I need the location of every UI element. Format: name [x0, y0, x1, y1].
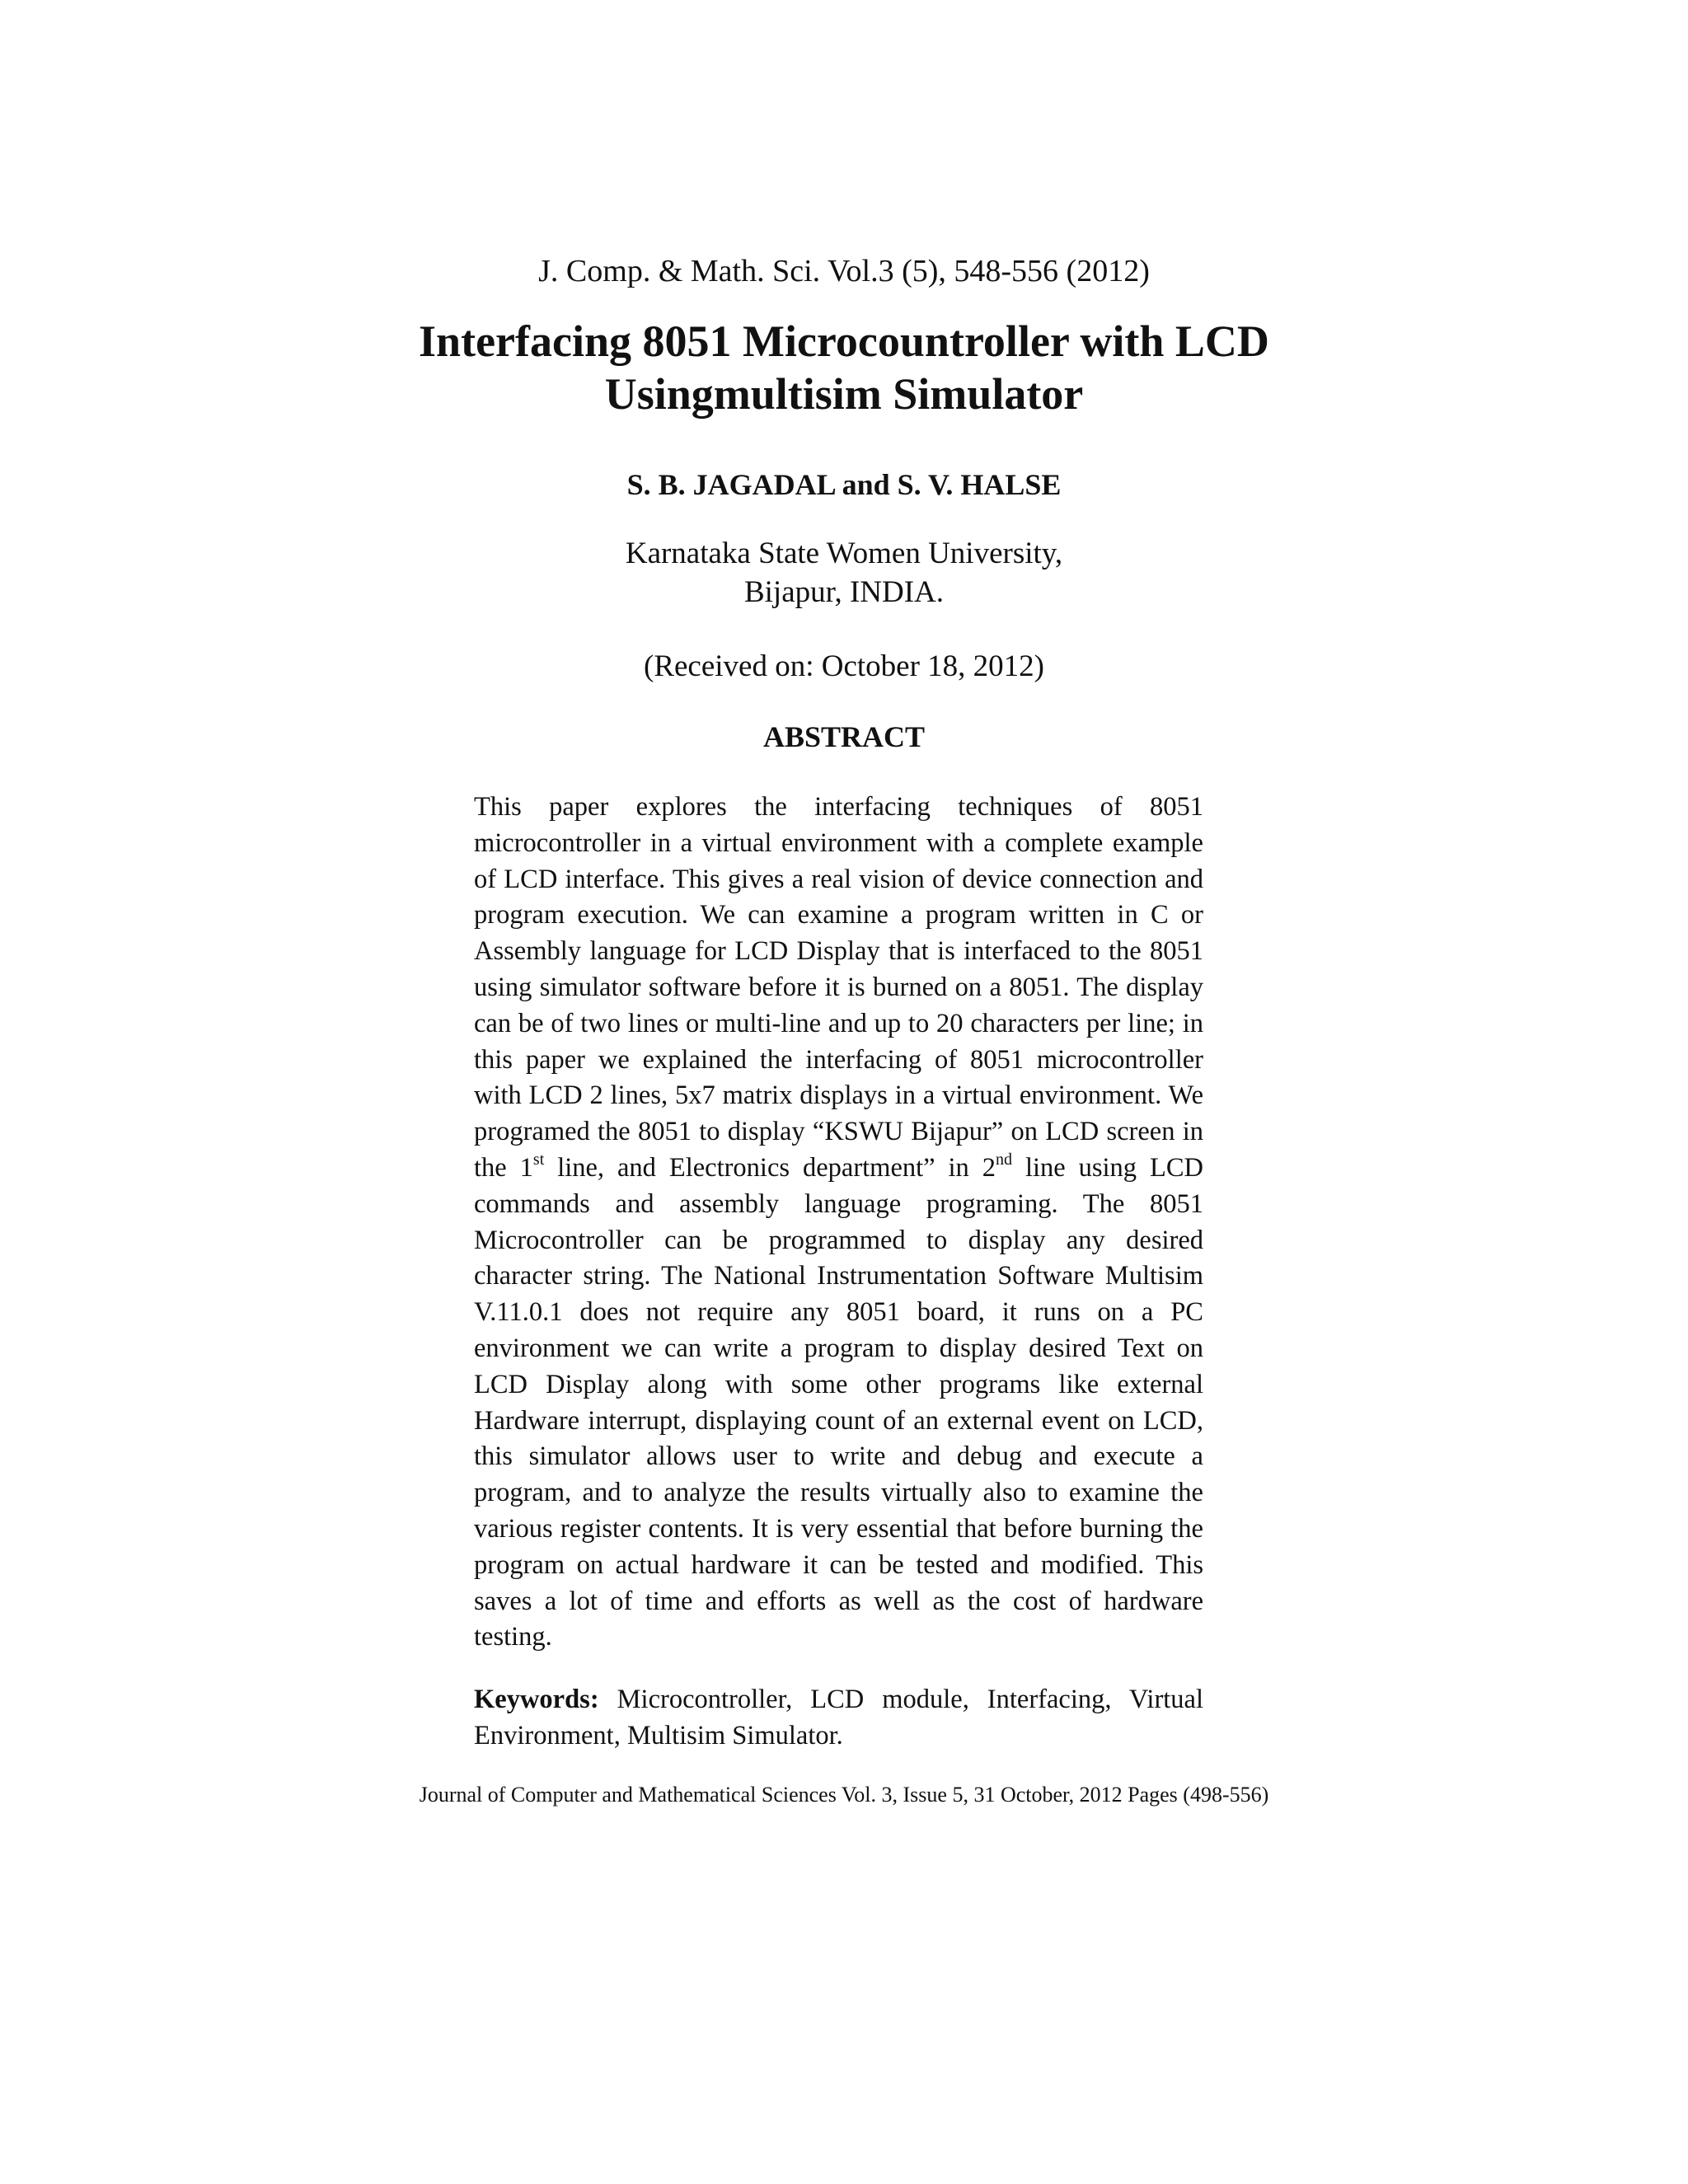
paper-title-line-1: Interfacing 8051 Microcountroller with LCD — [419, 316, 1269, 366]
abstract-text — [474, 790, 1203, 1656]
paper-title-line-2: Usingmultisim Simulator — [604, 369, 1084, 419]
keywords — [474, 1681, 1203, 1754]
journal-reference: J. Comp. & Math. Sci. Vol.3 (5), 548-556 (2012) — [538, 254, 1150, 288]
authors: S. B. JAGADAL and S. V. HALSE — [626, 468, 1062, 501]
abstract-text-part-1: This paper explores the interfacing techniques of 8051 microcontroller in a virtual environment with a complete example of LCD interface. This gives a real vision of device connection and program execution. We can examine a program written in C or Assembly language for LCD Display that is interfaced to the 8051 using simulator software before it is burned on a 8051. The display can be of two lines or multi-line and up to 20 characters per line; in this paper we explained the interfacing of 8051 microcontroller with LCD 2 lines, 5x7 matrix displays in a virtual environment. We programed the 8051 to display “KSWU Bijapur” on LCD screen in the 1 — [474, 792, 1203, 1183]
paper-title — [0, 315, 1688, 420]
keywords-list: Microcontroller, LCD module, Interfacing, Virtual Environment, Multisim Simulator. — [474, 1685, 1203, 1750]
superscript-nd: nd — [996, 1150, 1012, 1169]
affiliation-line-2: Bijapur, INDIA. — [743, 575, 945, 609]
affiliation-line-1: Karnataka State Women University, — [625, 537, 1063, 570]
journal-footer: Journal of Computer and Mathematical Sciences Vol. 3, Issue 5, 31 October, 2012 Pages (498-556) — [419, 1783, 1269, 1807]
received-date: (Received on: October 18, 2012) — [644, 649, 1044, 683]
abstract-text-part-2: line, and Electronics department” in 2 — [544, 1152, 996, 1183]
abstract-heading: ABSTRACT — [762, 720, 926, 753]
affiliation — [0, 534, 1688, 612]
keywords-label: Keywords: — [474, 1685, 599, 1714]
superscript-st: st — [532, 1150, 545, 1169]
abstract-text-part-3: line using LCD commands and assembly language programing. The 8051 Microcontroller can be programmed to display any desired character string. The National Instrumentation Software Multisim V.11.0.1 does not require any 8051 board, it runs on a PC environment we can write a program to display desired Text on LCD Display along with some other programs like external Hardware interrupt, displaying count of an external event on LCD, this simulator allows user to write and debug and execute a program, and to analyze the results virtually also to examine the various register contents. It is very essential that before burning the program on actual hardware it can be tested and modified. This saves a lot of time and efforts as well as the cost of hardware testing. — [474, 1152, 1203, 1652]
